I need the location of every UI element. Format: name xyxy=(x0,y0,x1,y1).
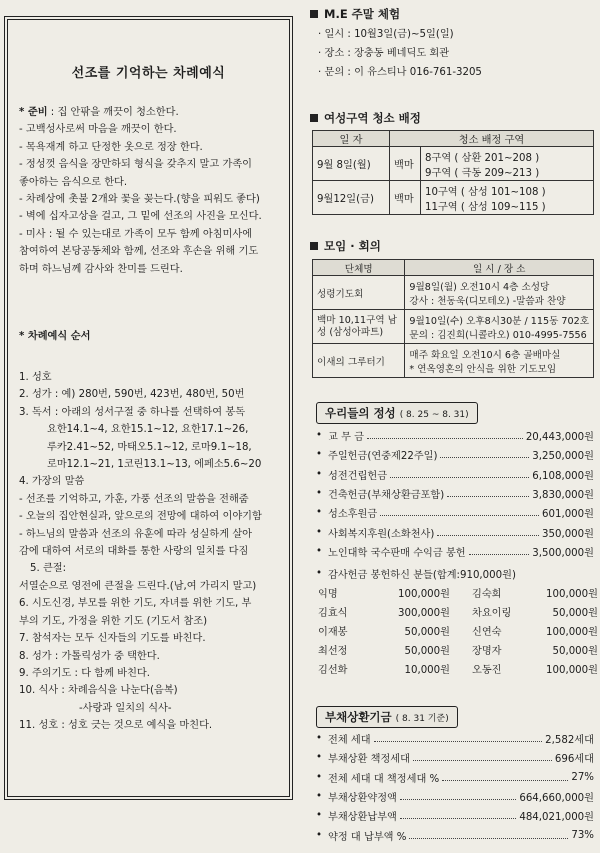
prep-line: - 정성껏 음식을 장만하되 형식을 갖추지 말고 가족이 xyxy=(19,159,253,171)
cleaning-table xyxy=(312,130,594,215)
cleaning-areas: 10구역 ( 삼성 101~108 ) 11구역 ( 삼성 109~115 ) xyxy=(421,181,594,215)
ledger-label: 약정 대 납부액 % xyxy=(328,831,407,843)
ledger-amount: 601,000원 xyxy=(542,509,594,521)
order-list xyxy=(19,369,287,735)
order-line: -사랑과 일치의 식사- xyxy=(79,702,172,714)
meetings-title: 모임 · 회의 xyxy=(310,238,381,254)
ledger-label: 노인대학 국수판매 수익금 봉헌 xyxy=(328,547,466,559)
offerings-title-box: 우리들의 정성 ( 8. 25 ~ 8. 31) xyxy=(316,402,478,424)
cleaning-head-area: 청소 배정 구역 xyxy=(390,131,594,147)
meeting-info: 9월8일(월) 오전10시 4층 소성당 강사 : 천동욱(디모테오) -말씀과 찬양 xyxy=(405,276,594,310)
bullet-icon: • xyxy=(316,488,323,500)
donor-name: 장명자 xyxy=(472,646,502,658)
donor-row xyxy=(310,602,598,621)
cleaning-areas: 8구역 ( 삼환 201~208 ) 9구역 ( 극동 209~213 ) xyxy=(421,147,594,181)
prep-line: - 벽에 십자고상을 걸고, 그 밑에 선조의 사진을 모신다. xyxy=(19,211,262,223)
donor-amount: 50,000원 xyxy=(404,627,450,639)
prep-line: 참여하여 본당공동체와 함께, 선조와 후손을 위해 기도 xyxy=(19,246,259,258)
donors-section xyxy=(310,564,598,678)
order-line: 7. 참석자는 모두 신자들의 기도를 바친다. xyxy=(19,633,206,645)
prep-line: 좋아하는 음식으로 한다. xyxy=(19,176,128,188)
cleaning-group: 백마 xyxy=(390,181,421,215)
order-line: 로마12.1~21, 1코린13.1~13, 에페소5.6~20 xyxy=(47,459,262,471)
cleaning-date: 9월12일(금) xyxy=(313,181,390,215)
prep-line: * 준비 : 집 안팎을 깨끗이 청소한다. xyxy=(19,107,179,118)
leader-dots xyxy=(447,496,529,497)
bullet-icon: • xyxy=(316,829,323,841)
order-line: 감에 대하여 서로의 대화를 통한 사랑의 일치를 다짐 xyxy=(19,546,249,558)
debt-list xyxy=(316,729,594,845)
cleaning-title: 여성구역 청소 배정 xyxy=(310,110,421,126)
me-line: · 문의 : 이 유스티나 016-761-3205 xyxy=(318,67,482,78)
order-line: 5. 큰절: xyxy=(30,563,67,575)
donor-name: 김숙희 xyxy=(472,589,502,601)
ledger-row xyxy=(316,748,594,767)
donor-name: 이재봉 xyxy=(318,627,348,639)
bullet-icon: • xyxy=(316,771,323,783)
ledger-row xyxy=(316,426,594,445)
donor-amount: 50,000원 xyxy=(404,646,450,658)
ledger-amount: 3,830,000원 xyxy=(532,490,594,502)
ledger-row xyxy=(316,825,594,844)
donor-title: • 감사헌금 봉헌하신 분들(합계:910,000원) xyxy=(316,568,516,582)
leader-dots xyxy=(380,515,539,516)
prep-line: - 차례상에 촛불 2개와 꽃을 꽂는다.(향을 피워도 좋다) xyxy=(19,194,260,206)
bullet-icon: • xyxy=(316,526,323,538)
donor-amount: 100,000원 xyxy=(398,589,450,601)
me-line: · 장소 : 장충동 베네딕도 회관 xyxy=(318,48,450,59)
ledger-amount: 484,021,000원 xyxy=(519,812,594,824)
meetings-head-name: 단체명 xyxy=(313,260,405,276)
ledger-amount: 73% xyxy=(571,829,594,841)
order-line: - 하느님의 말씀과 선조의 유훈에 따라 성실하게 살아 xyxy=(19,528,253,540)
leader-dots xyxy=(400,818,516,819)
leader-dots xyxy=(367,438,523,439)
me-line: · 일시 : 10월3일(금)~5일(일) xyxy=(318,29,454,40)
order-line: 8. 성가 : 가톨릭성가 중 택한다. xyxy=(19,650,160,662)
donor-name: 차요이링 xyxy=(472,608,512,620)
order-line: 1. 성호 xyxy=(19,372,52,383)
order-line: 11. 성호 : 성호 긋는 것으로 예식을 마친다. xyxy=(19,720,213,732)
ledger-label: 전체 세대 대 책정세대 % xyxy=(328,773,440,785)
ledger-row xyxy=(316,465,594,484)
ledger-row xyxy=(316,768,594,787)
square-bullet-icon xyxy=(310,242,318,250)
ledger-row xyxy=(316,484,594,503)
meeting-info: 매주 화요일 오전10시 6층 골배마실 * 연옥영혼의 안식을 위한 기도모임 xyxy=(405,344,594,378)
meetings-table xyxy=(312,259,594,378)
ritual-title: 선조를 기억하는 차례예식 xyxy=(71,66,226,81)
order-line: 3. 독서 : 아래의 성서구절 중 하나를 선택하여 봉독 xyxy=(19,406,246,418)
cleaning-head-date: 일 자 xyxy=(313,131,390,147)
order-title: * 차례예식 순서 xyxy=(19,331,91,342)
prep-line: - 목욕재계 하고 단정한 옷으로 정장 한다. xyxy=(19,141,203,153)
ledger-amount: 2,582세대 xyxy=(545,735,594,747)
donor-row xyxy=(310,640,598,659)
order-line: 2. 성가 : 예) 280번, 590번, 423번, 480번, 50번 xyxy=(19,389,245,401)
leader-dots xyxy=(409,838,568,839)
debt-title-box: 부채상환기금 ( 8. 31 기준) xyxy=(316,706,458,728)
prep-line: - 미사 : 될 수 있는대로 가족이 모두 함께 아침미사에 xyxy=(19,228,253,240)
order-line: - 오늘의 집안현실과, 앞으로의 전망에 대하여 이야기함 xyxy=(19,511,262,523)
donor-name: 익명 xyxy=(318,589,338,601)
square-bullet-icon xyxy=(310,114,318,122)
donor-name: 최선정 xyxy=(318,646,348,658)
donor-name: 김효식 xyxy=(318,608,348,620)
donor-amount: 100,000원 xyxy=(546,627,598,639)
ledger-label: 주일헌금(연중제22주일) xyxy=(328,451,438,463)
leader-dots xyxy=(413,760,552,761)
cleaning-date: 9월 8일(월) xyxy=(313,147,390,181)
bullet-icon: • xyxy=(316,468,323,480)
square-bullet-icon xyxy=(310,10,318,18)
ledger-row xyxy=(316,729,594,748)
ledger-row xyxy=(316,445,594,464)
ledger-amount: 3,250,000원 xyxy=(532,451,594,463)
ledger-row xyxy=(316,787,594,806)
donor-name: 김선화 xyxy=(318,665,348,677)
ledger-amount: 6,108,000원 xyxy=(532,470,594,482)
ledger-label: 성소후원금 xyxy=(328,509,378,521)
ledger-amount: 3,500,000원 xyxy=(532,547,594,559)
leader-dots xyxy=(469,554,530,555)
me-info xyxy=(318,25,482,82)
offerings-list xyxy=(316,426,594,561)
ledger-label: 부채상환약정액 xyxy=(328,793,397,805)
ledger-amount: 20,443,000원 xyxy=(525,432,594,444)
leader-dots xyxy=(400,799,516,800)
cleaning-group: 백마 xyxy=(390,147,421,181)
ledger-label: 부채상환 책정세대 xyxy=(328,754,410,766)
right-column xyxy=(304,0,600,853)
ledger-row xyxy=(316,542,594,561)
bullet-icon: • xyxy=(316,545,323,557)
ledger-row xyxy=(316,806,594,825)
order-line: 10. 식사 : 차례음식을 나눈다(음복) xyxy=(19,685,178,697)
leader-dots xyxy=(437,535,539,536)
leader-dots xyxy=(374,741,543,742)
bullet-icon: • xyxy=(316,733,323,745)
me-title: M.E 주말 체험 xyxy=(310,6,400,22)
ledger-label: 사회복지후원(소화천사) xyxy=(328,528,435,540)
donor-amount: 300,000원 xyxy=(398,608,450,620)
bullet-icon: • xyxy=(316,752,323,764)
donor-amount: 50,000원 xyxy=(552,646,598,658)
donor-amount: 50,000원 xyxy=(552,608,598,620)
prep-line: - 고백성사로써 마음을 깨끗이 한다. xyxy=(19,124,177,136)
leader-dots xyxy=(390,477,529,478)
donor-amount: 10,000원 xyxy=(404,665,450,677)
ledger-amount: 664,660,000원 xyxy=(519,793,594,805)
prep-section xyxy=(19,104,287,278)
meetings-head-info: 일 시 / 장 소 xyxy=(405,260,594,276)
donor-name: 신연숙 xyxy=(472,627,502,639)
ledger-label: 교 무 금 xyxy=(328,432,364,444)
order-line: 서열순으로 영전에 큰절을 드린다.(남,여 가리지 말고) xyxy=(19,580,257,592)
bullet-icon: • xyxy=(316,791,323,803)
donor-row xyxy=(310,659,598,678)
leader-dots xyxy=(442,780,568,781)
bullet-icon: • xyxy=(316,507,323,519)
meeting-name: 성령기도회 xyxy=(313,276,405,310)
bullet-icon: • xyxy=(316,449,323,461)
order-line: 6. 시도신경, 부모를 위한 기도, 자녀를 위한 기도, 부 xyxy=(19,598,252,610)
donor-amount: 100,000원 xyxy=(546,589,598,601)
donor-row xyxy=(310,583,598,602)
donor-list xyxy=(310,583,598,678)
donor-row xyxy=(310,621,598,640)
order-line: 4. 가장의 말씀 xyxy=(19,476,85,488)
meeting-name: 백마 10,11구역 남성 (삼성아파트) xyxy=(313,310,405,344)
bullet-icon: • xyxy=(316,810,323,822)
order-line: - 선조를 기억하고, 가훈, 가풍 선조의 말씀을 전해줌 xyxy=(19,493,249,505)
order-line: 요한14.1~4, 요한15.1~12, 요한17.1~26, xyxy=(47,424,249,436)
donor-amount: 100,000원 xyxy=(546,665,598,677)
ledger-label: 부채상환납부액 xyxy=(328,812,397,824)
bullet-icon: • xyxy=(316,430,323,442)
prep-line: 하며 하느님께 감사와 찬미를 드린다. xyxy=(19,263,183,275)
ledger-amount: 350,000원 xyxy=(542,528,594,540)
meeting-info: 9월10일(수) 오후8시30분 / 115동 702호 문의 : 김진희(니콜라오) 010-4995-7556 xyxy=(405,310,594,344)
ledger-label: 성전건립헌금 xyxy=(328,470,388,482)
ledger-row xyxy=(316,503,594,522)
ledger-row xyxy=(316,522,594,541)
order-line: 9. 주의기도 : 다 함께 바친다. xyxy=(19,667,150,679)
ritual-frame xyxy=(7,19,290,797)
ledger-amount: 27% xyxy=(571,771,594,783)
leader-dots xyxy=(440,457,529,458)
order-line: 루카2.41~52, 마태오5.1~12, 로마9.1~18, xyxy=(47,441,252,453)
order-line: 부의 기도, 가정을 위한 기도 (기도서 참조) xyxy=(19,615,208,627)
meeting-name: 이새의 그루터기 xyxy=(313,344,405,378)
ledger-label: 건축헌금(부채상환금포함) xyxy=(328,490,445,502)
donor-name: 오동진 xyxy=(472,665,502,677)
ledger-amount: 696세대 xyxy=(554,754,594,766)
ledger-label: 전체 세대 xyxy=(328,735,371,747)
